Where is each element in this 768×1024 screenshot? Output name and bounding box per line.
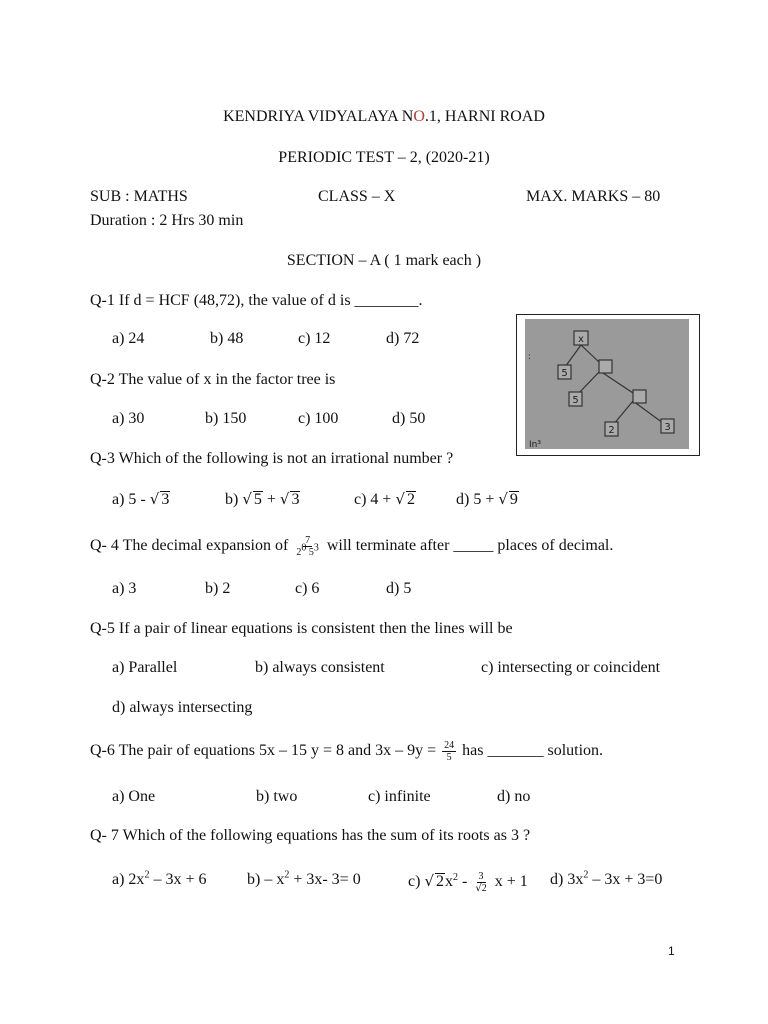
question-1-option-a: a) 24 (112, 330, 145, 347)
question-4-option-d: d) 5 (386, 580, 412, 597)
question-7-option-b: $b) - x^2 + 3x-$ 3= 0 (247, 869, 361, 888)
question-2-option-d: d) 50 (392, 410, 426, 427)
question-4-option-b: b) 2 (205, 580, 231, 597)
class-label: CLASS – X (318, 188, 396, 205)
question-6-option-a: a) One (112, 788, 156, 805)
tree-label-leaf-2: 5 (572, 395, 579, 406)
question-5-option-c: c) intersecting or coincident (481, 659, 661, 676)
question-5-option-a: a) Parallel (112, 659, 178, 676)
tree-label-leaf-1: 5 (561, 368, 568, 379)
question-2-option-b: b) 150 (205, 410, 247, 427)
question-4-text: Q- 4 The decimal expansion of $\frac{7}{2^0 5^3}$ will terminate after _____ places of decimal. (90, 535, 614, 558)
question-6-option-b: b) two (256, 788, 298, 805)
tree-label-root: x (578, 334, 584, 345)
question-2-option-c: c) 100 (298, 410, 339, 427)
question-5-option-b: b) always consistent (255, 659, 385, 676)
tree-label-leaf-3: 2 (608, 425, 615, 436)
question-4-fraction: $\frac{7}{2^0 5^3}$ (296, 535, 319, 558)
school-name-o: O (413, 108, 425, 125)
question-6-fraction: $\frac{24}{5}$ (444, 740, 455, 763)
question-2-text: Q-2 The value of x in the factor tree is (90, 371, 336, 388)
question-7-fraction: $\frac{3}{√2}$ (475, 871, 487, 894)
question-4-option-c: c) 6 (295, 580, 320, 597)
duration-label: Duration : 2 Hrs 30 min (90, 212, 244, 229)
page-number: 1 (668, 944, 675, 958)
question-4-option-a: a) 3 (112, 580, 137, 597)
question-7-option-c: c) √ $2x^2$ - $\frac{3}{√2}$ x + 1 (408, 871, 528, 894)
svg-text::: : (528, 352, 532, 362)
question-6-option-c: c) infinite (368, 788, 431, 805)
question-3-option-a: a) 5 - √ 3 (112, 490, 170, 508)
tree-node-composite-1 (599, 360, 612, 373)
question-5-option-d: d) always intersecting (112, 699, 253, 716)
question-3-text: Q-3 Which of the following is not an irrational number ? (90, 450, 454, 467)
school-name: KENDRIYA VIDYALAYA NO.1, HARNI ROAD (223, 108, 545, 125)
question-7-text: Q- 7 Which of the following equations has the sum of its roots as 3 ? (90, 827, 531, 844)
question-1-option-b: b) 48 (210, 330, 244, 347)
question-3-option-b: b) √ 5 + √ 3 (225, 490, 300, 508)
question-5-text: Q-5 If a pair of linear equations is consistent then the lines will be (90, 620, 513, 637)
question-7-option-d: d) $3x^2 - 3x + 3=0$ (550, 869, 663, 888)
question-3-option-d: d) 5 + √ 9 (456, 490, 518, 508)
tree-node-composite-2 (633, 390, 646, 403)
question-1-option-c: c) 12 (298, 330, 331, 347)
factor-tree-figure (516, 314, 700, 456)
question-3-option-c: c) 4 + √ 2 (354, 490, 416, 508)
tree-label-leaf-4: 3 (664, 422, 671, 433)
tree-corner-label: In³ (529, 440, 541, 449)
section-title: SECTION – A ( 1 mark each ) (286, 252, 482, 269)
question-2-option-a: a) 30 (112, 410, 145, 427)
question-6-option-d: d) no (497, 788, 531, 805)
question-1-text: Q-1 If d = HCF (48,72), the value of d is ________. (90, 292, 423, 309)
factor-tree-diagram (525, 319, 689, 449)
question-6-text: Q-6 The pair of equations 5x – 15 y = 8 and 3x – 9y = $\frac{24}{5}$ has _______ solution. (90, 740, 604, 763)
test-title: PERIODIC TEST – 2, (2020-21) (278, 149, 490, 166)
max-marks-label: MAX. MARKS – 80 (526, 188, 661, 205)
question-1-option-d: d) 72 (386, 330, 420, 347)
question-7-option-a: a) $2x^2 - 3x + 6$ (112, 869, 207, 888)
subject-label: SUB : MATHS (90, 188, 188, 205)
